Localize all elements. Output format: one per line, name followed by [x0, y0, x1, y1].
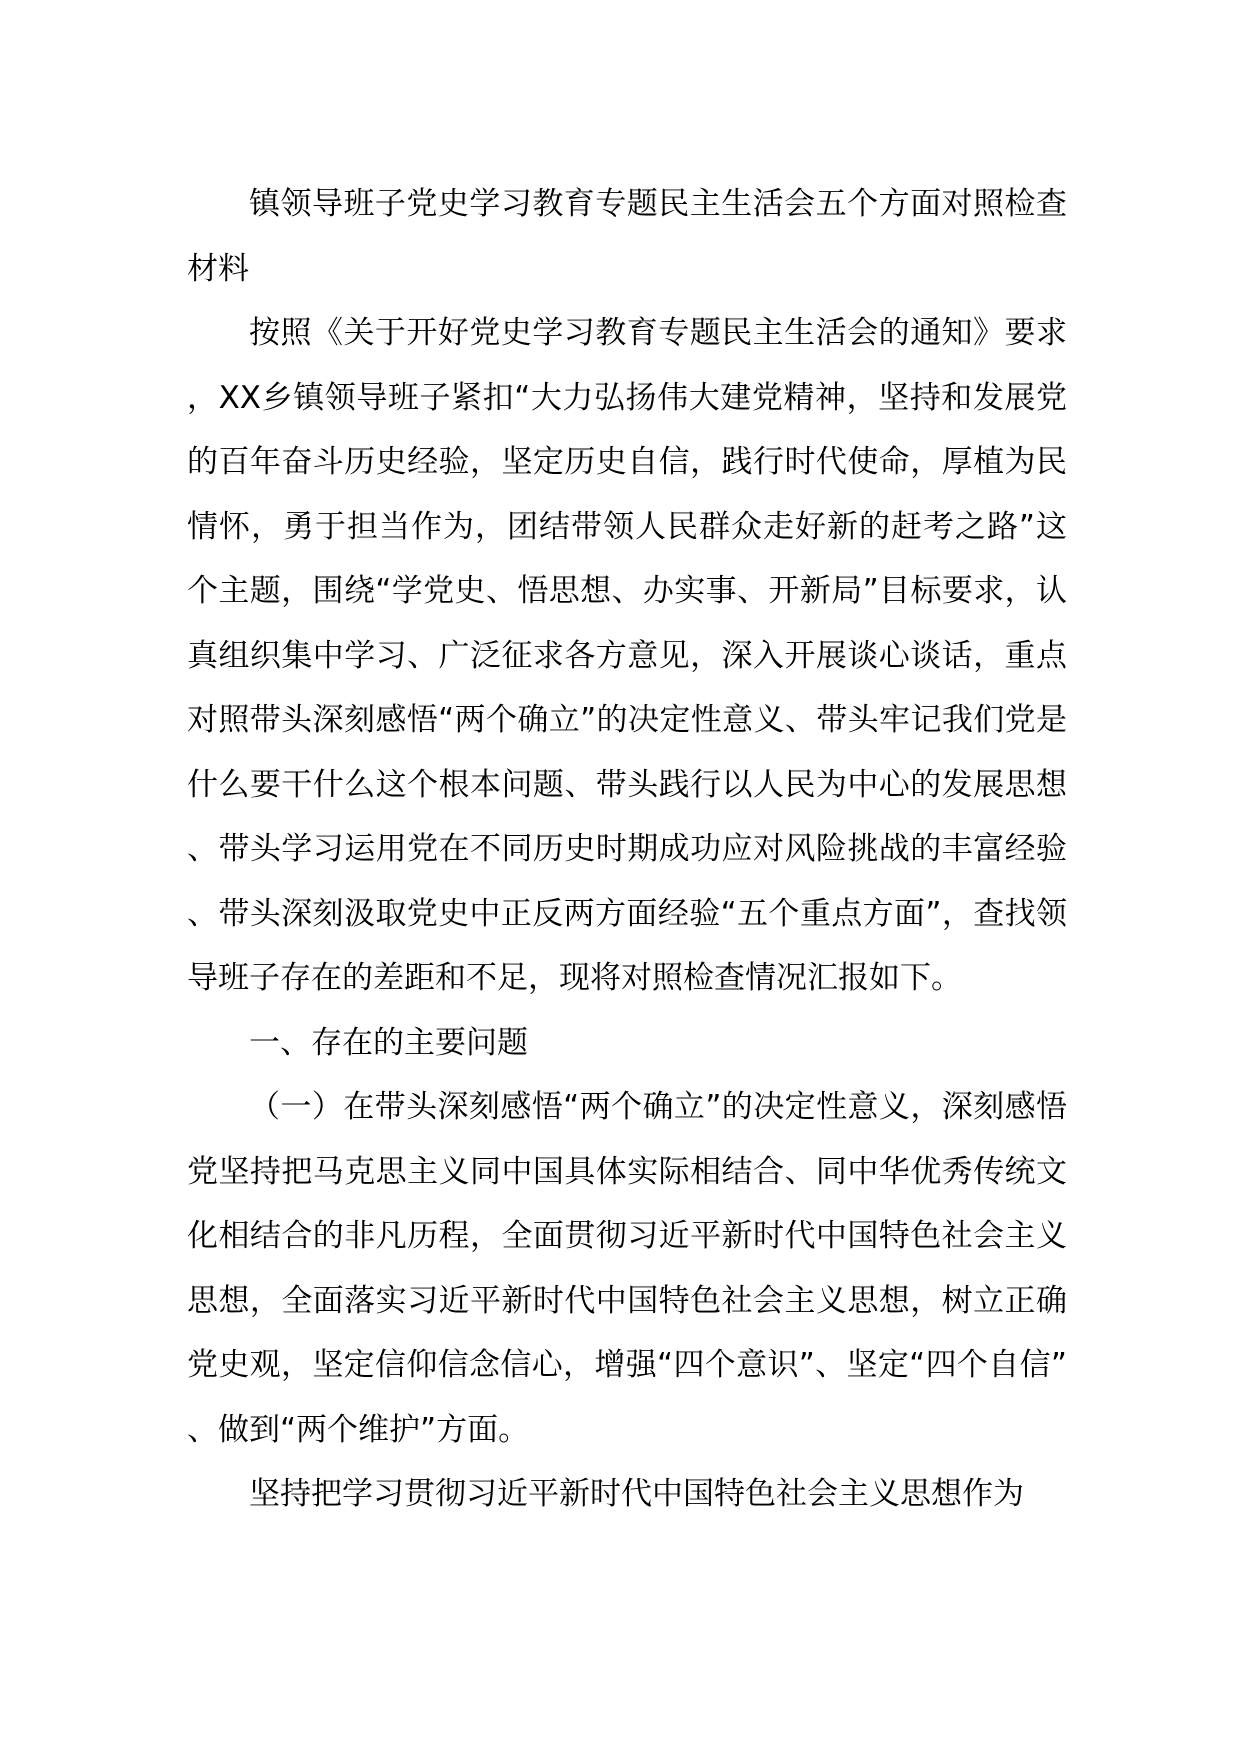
document-body: [187, 172, 1067, 1527]
subsection-paragraph: （一）在带头深刻感悟“两个确立”的决定性意义，深刻感悟党坚持把马克思主义同中国具体实际相结合、同中华优秀传统文化相结合的非凡历程，全面贯彻习近平新时代中国特色社会主义思想，全面落实习近平新时代中国特色社会主义思想，树立正确党史观，坚定信仰信念信心，增强“四个意识”、坚定“四个自信”、做到“两个维护”方面。: [187, 1089, 1067, 1448]
document-title: 镇领导班子党史学习教育专题民主生活会五个方面对照检查材料: [187, 186, 1067, 287]
body-paragraph: 坚持把学习贯彻习近平新时代中国特色社会主义思想作为: [249, 1476, 1024, 1512]
intro-paragraph: 按照《关于开好党史学习教育专题民主生活会的通知》要求，XX乡镇领导班子紧扣“大力弘扬伟大建党精神，坚持和发展党的百年奋斗历史经验，坚定历史自信，践行时代使命，厚植为民情怀，勇于担当作为，团结带领人民群众走好新的赶考之路”这个主题，围绕“学党史、悟思想、办实事、开新局”目标要求，认真组织集中学习、广泛征求各方意见，深入开展谈心谈话，重点对照带头深刻感悟“两个确立”的决定性意义、带头牢记我们党是什么要干什么这个根本问题、带头践行以人民为中心的发展思想、带头学习运用党在不同历史时期成功应对风险挑战的丰富经验、带头深刻汲取党史中正反两方面经验“五个重点方面”，查找领导班子存在的差距和不足，现将对照检查情况汇报如下。: [187, 315, 1067, 996]
section-heading: 一、存在的主要问题: [249, 1024, 528, 1061]
